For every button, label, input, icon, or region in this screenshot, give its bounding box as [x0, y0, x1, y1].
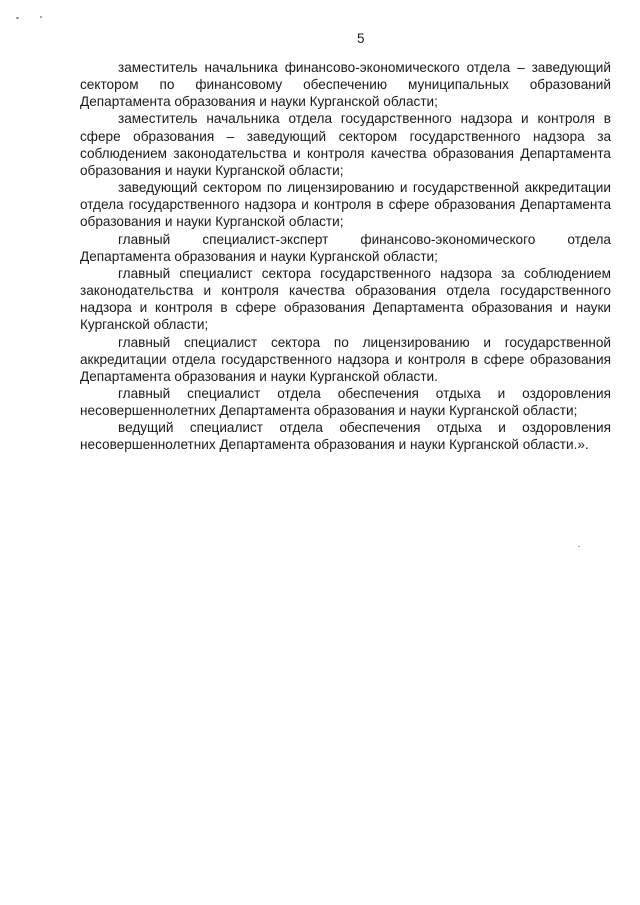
paragraph: главный специалист отдела обеспечения отдыха и оздоровления несовершеннолетних Департамента образования и науки Курганской области; [80, 385, 611, 419]
paragraph: заместитель начальника финансово-экономического отдела – заведующий сектором по финансовому обеспечению муниципальных образований Департамента образования и науки Курганской области; [80, 60, 611, 110]
paragraph: главный специалист сектора государственного надзора за соблюдением законодательства и контроля качества образования отдела государственного надзора и контроля в сфере образования Департамента образования и науки Курганской области; [80, 265, 611, 333]
paragraph: главный специалист сектора по лицензированию и государственной аккредитации отдела государственного надзора и контроля в сфере образования Департамента образования и науки Курганской области. [80, 334, 611, 384]
scan-speck [40, 16, 42, 18]
scan-speck [16, 17, 19, 19]
scan-speck [578, 546, 580, 547]
document-body [80, 59, 611, 454]
paragraph: заведующий сектором по лицензированию и государственной аккредитации отдела государственного надзора и контроля в сфере образования Департамента образования и науки Курганской области; [80, 180, 611, 230]
paragraph: главный специалист-эксперт финансово-экономического отдела Департамента образования и науки Курганской области; [80, 231, 611, 264]
page-number: 5 [357, 31, 365, 46]
paragraph: ведущий специалист отдела обеспечения отдыха и оздоровления несовершеннолетних Департамента образования и науки Курганской области.». [80, 420, 611, 453]
paragraph: заместитель начальника отдела государственного надзора и контроля в сфере образования – заведующий сектором государственного надзора за соблюдением законодательства и контроля качества образования Департамента образования и науки Курганской области; [80, 111, 611, 178]
